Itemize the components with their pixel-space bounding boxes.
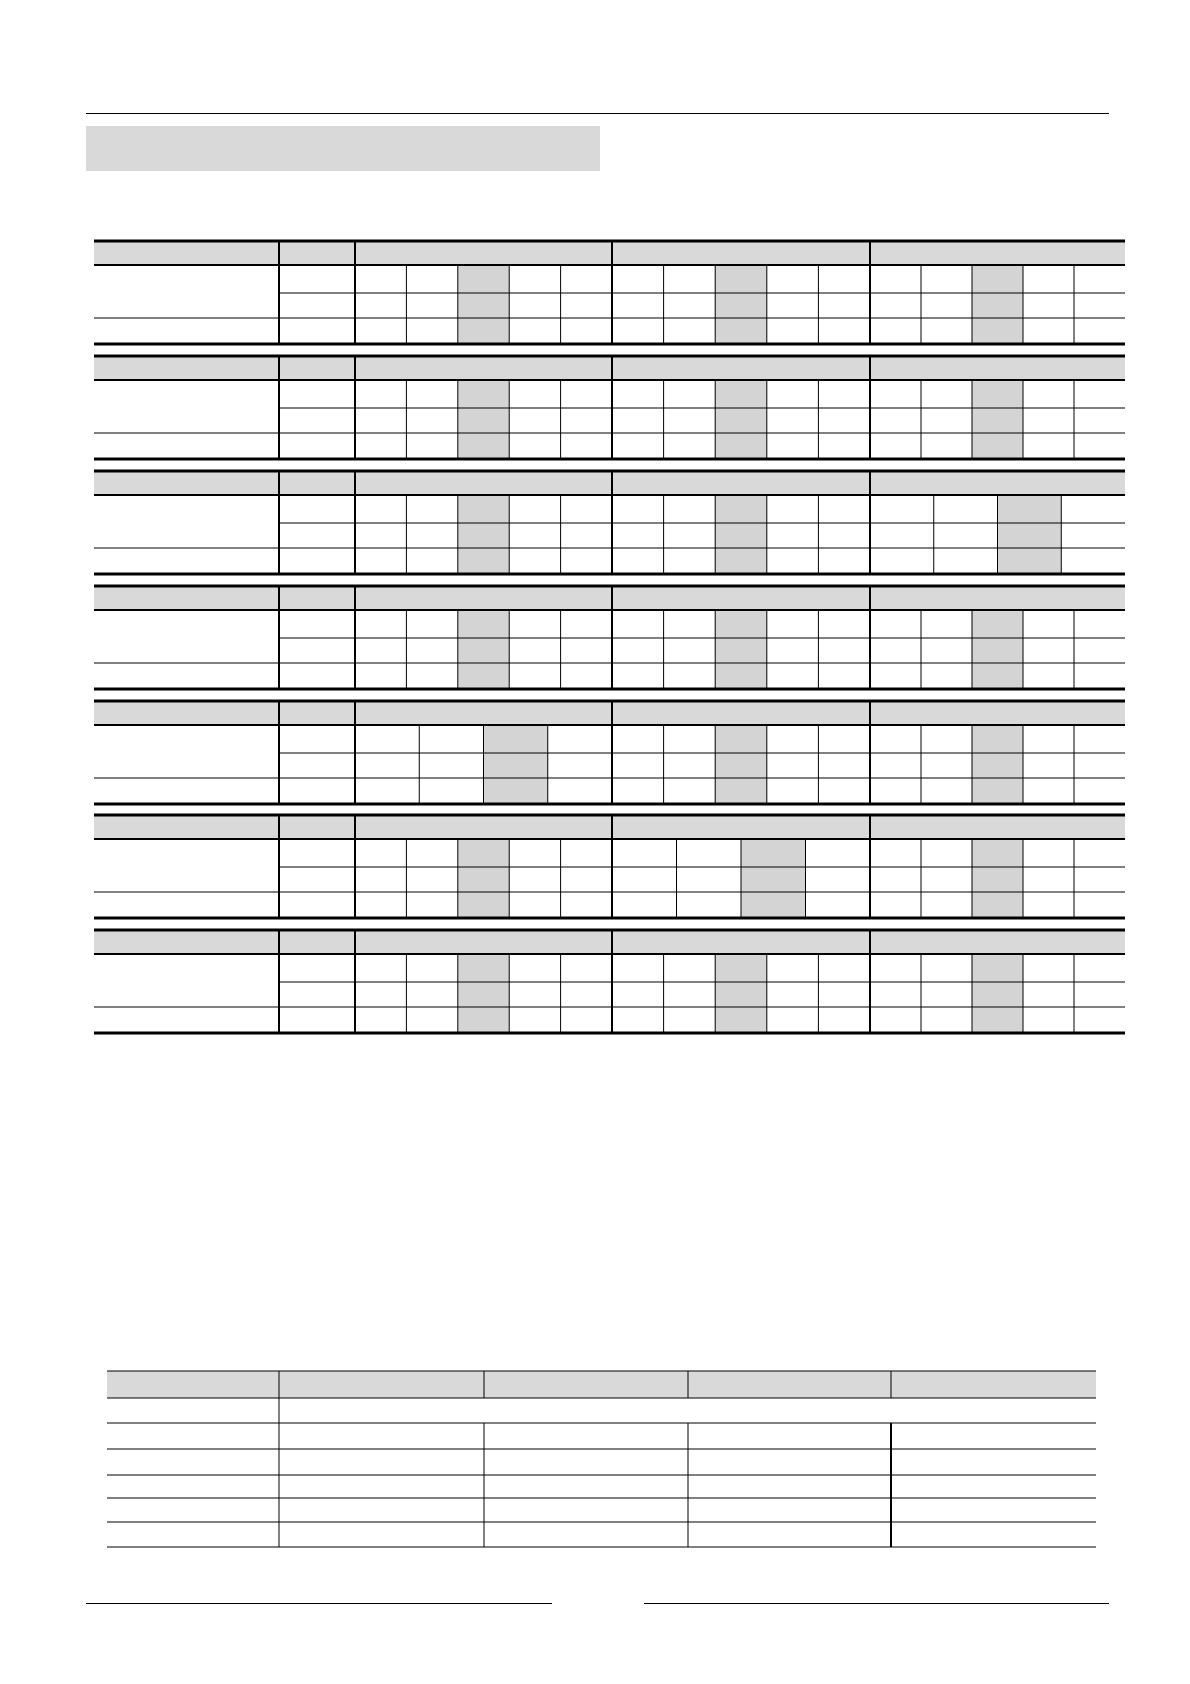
highlight-column: [458, 380, 509, 459]
highlight-column: [715, 610, 767, 689]
highlight-column: [972, 839, 1023, 918]
highlight-column: [484, 725, 548, 804]
highlight-column: [715, 380, 767, 459]
spec-table-header-band: [94, 815, 1125, 839]
highlight-column: [715, 265, 767, 344]
footer-rule-right: [644, 1603, 1109, 1604]
highlight-column: [741, 839, 806, 918]
spec-table-header-band: [94, 241, 1125, 265]
highlight-column: [998, 495, 1062, 574]
highlight-column: [715, 725, 767, 804]
spec-table-header-band: [94, 471, 1125, 495]
highlight-column: [972, 610, 1023, 689]
spec-table-header-band: [94, 701, 1125, 725]
highlight-column: [715, 954, 767, 1033]
highlight-column: [458, 265, 509, 344]
highlight-column: [458, 495, 509, 574]
spec-table-header-band: [94, 356, 1125, 380]
spec-table-header-band: [94, 586, 1125, 610]
highlight-column: [972, 380, 1023, 459]
highlight-column: [972, 725, 1023, 804]
highlight-column: [972, 954, 1023, 1033]
highlight-column: [715, 495, 767, 574]
highlight-column: [972, 265, 1023, 344]
highlight-column: [458, 839, 509, 918]
highlight-column: [458, 954, 509, 1033]
spec-table-header-band: [94, 930, 1125, 954]
footer-rule-left: [86, 1603, 552, 1604]
summary-header-band: [107, 1371, 1096, 1398]
highlight-column: [458, 610, 509, 689]
